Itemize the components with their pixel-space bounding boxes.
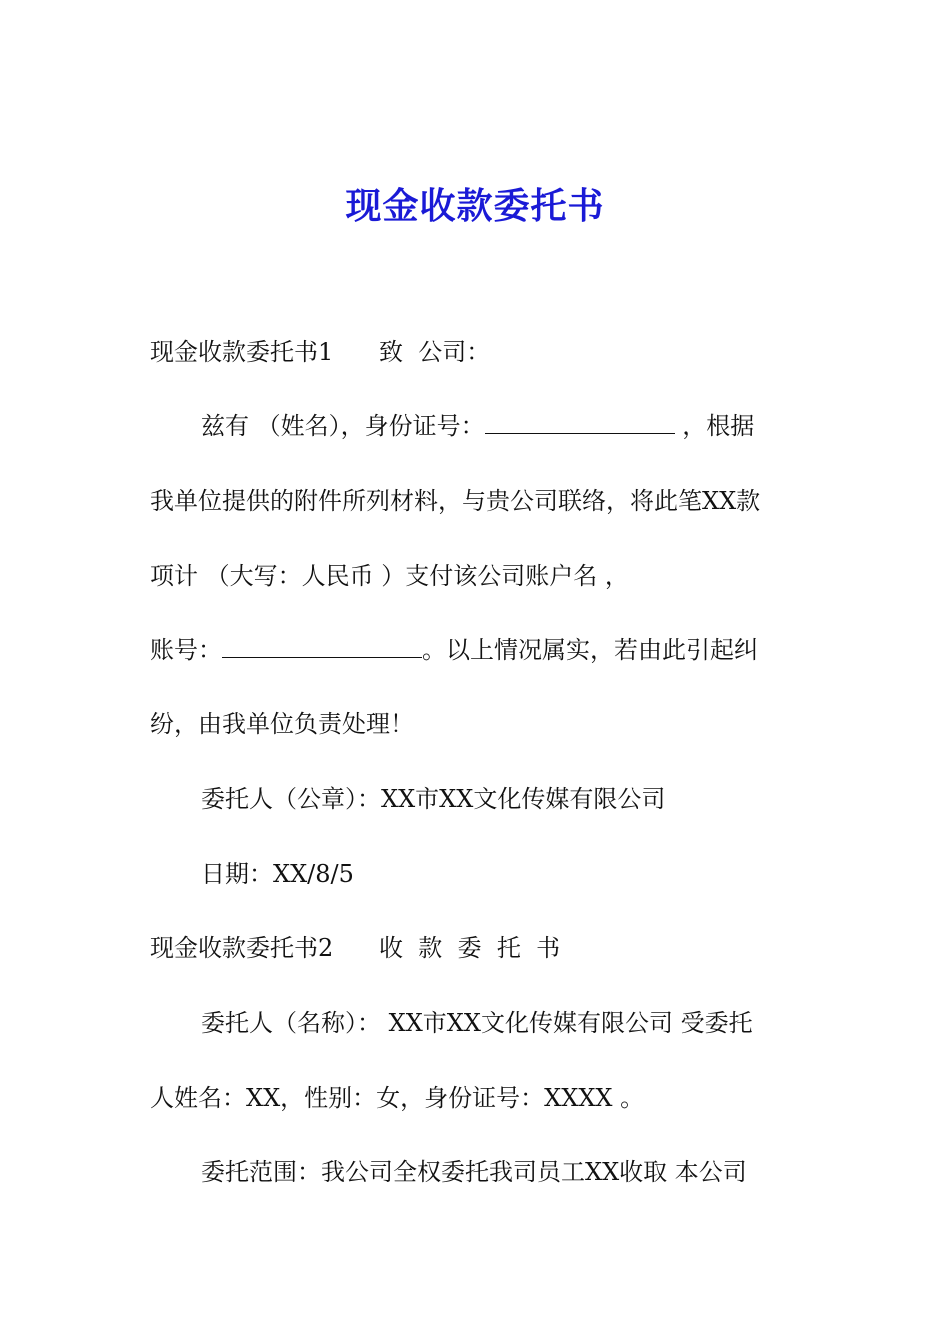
paragraph-line xyxy=(201,411,754,441)
paragraph-line: 纷，由我单位负责处理！ xyxy=(150,710,414,738)
text-segment: ，根据 xyxy=(674,412,755,440)
text-segment: 兹有 （姓名），身份证号： xyxy=(201,412,485,440)
date-line: 日期：XX/8/5 xyxy=(201,860,354,888)
page-title: 现金收款委托书 xyxy=(345,185,605,227)
paragraph-line xyxy=(150,635,758,665)
paragraph-line: 委托范围：我公司全权委托我司员工XX收取 本公司 xyxy=(201,1158,747,1186)
paragraph-line: 委托人（名称）： XX市XX文化传媒有限公司 受委托 xyxy=(201,1009,753,1037)
text-segment: 。以上情况属实，若由此引起纠 xyxy=(422,636,758,664)
id-number-blank xyxy=(485,413,675,434)
letter1-heading: 现金收款委托书1 致 公司： xyxy=(150,338,491,366)
principal-seal-line: 委托人（公章）：XX市XX文化传媒有限公司 xyxy=(201,785,666,813)
account-number-blank xyxy=(222,637,422,658)
letter2-heading: 现金收款委托书2 收 款 委 托 书 xyxy=(150,934,561,962)
paragraph-line: 人姓名：XX，性别：女，身份证号：XXXX 。 xyxy=(150,1084,645,1112)
paragraph-line: 我单位提供的附件所列材料，与贵公司联络，将此笔XX款 xyxy=(150,487,761,515)
paragraph-line: 项计 （大写：人民币 ）支付该公司账户名 ， xyxy=(150,562,629,590)
text-segment: 账号： xyxy=(150,636,222,664)
